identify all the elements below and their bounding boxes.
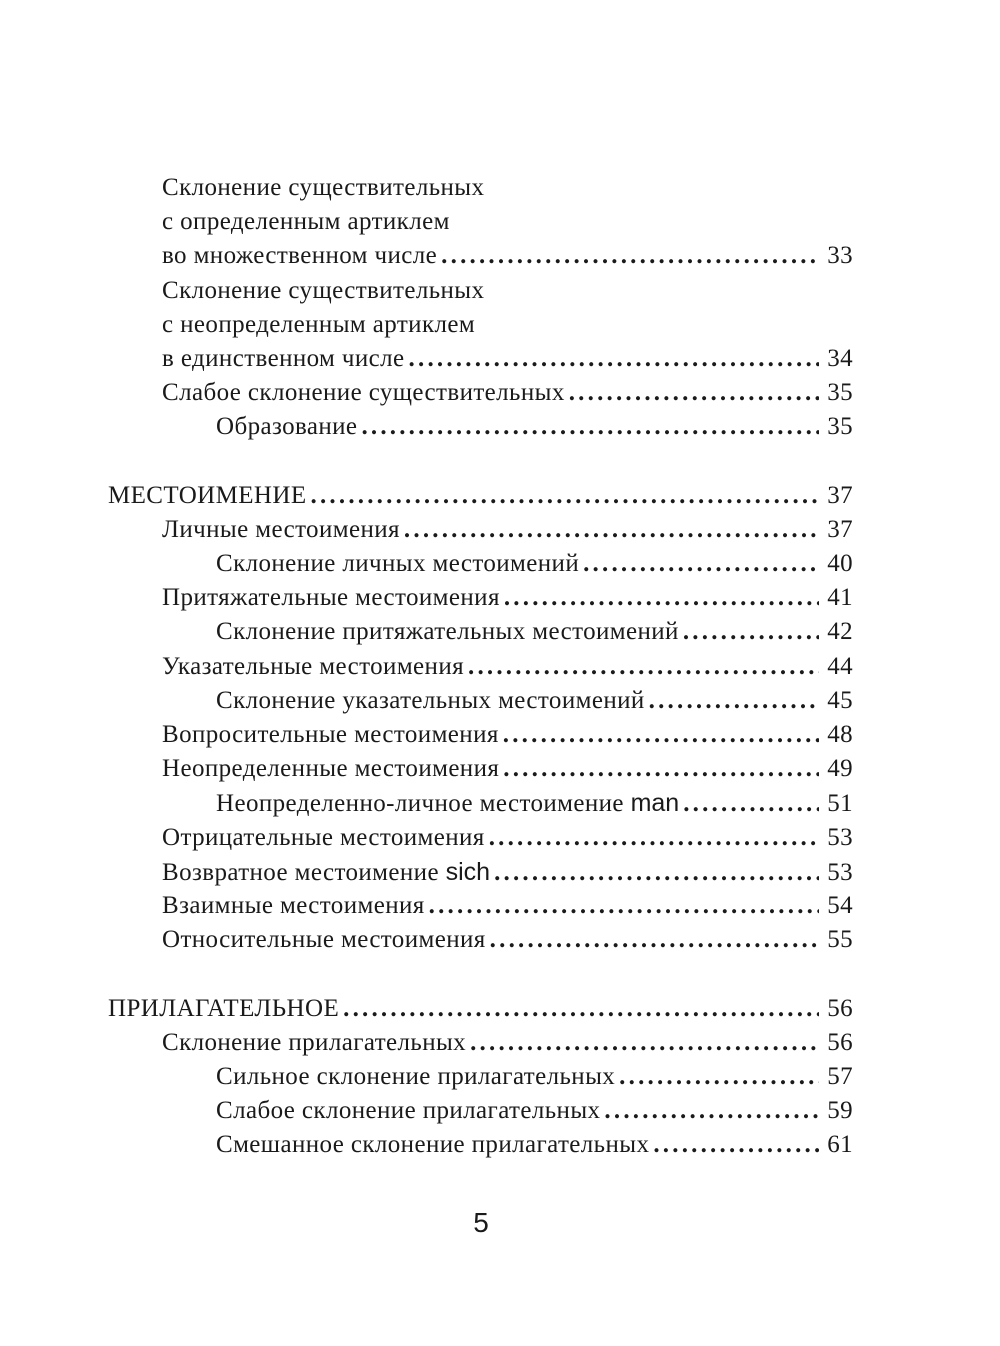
toc-entry-label: Личные местоимения: [162, 515, 400, 543]
toc-entry-german-word: man: [630, 789, 680, 818]
toc-entry[interactable]: [108, 615, 853, 649]
toc-leader-dots: [504, 581, 819, 615]
toc-leader-dots: [503, 718, 819, 752]
toc-entry-page: 40: [827, 550, 853, 578]
toc-leader-dots: [489, 821, 819, 855]
toc-entry-label: Слабое склонение прилагательных: [216, 1097, 601, 1125]
toc-leader-dots: [569, 376, 819, 410]
toc-entry-label: Склонение указательных местоимений: [216, 686, 645, 714]
toc-entry-page: 61: [827, 1131, 853, 1159]
section-spacer: [108, 957, 853, 991]
toc-section-pronoun[interactable]: [108, 479, 853, 513]
toc-entry-label: Сильное склонение прилагательных: [216, 1062, 616, 1090]
toc-entry-german-word: sich: [445, 857, 491, 886]
toc-entry-label-text: Возвратное местоимение: [162, 858, 439, 886]
toc-entry[interactable]: [108, 547, 853, 581]
toc-entry-label: Взаимные местоимения: [162, 891, 425, 919]
toc-leader-dots: [409, 342, 819, 376]
toc-entry[interactable]: [108, 752, 853, 786]
toc-entry-page: 56: [827, 1028, 853, 1056]
toc-leader-dots: [343, 992, 819, 1026]
toc-entry[interactable]: [108, 581, 853, 615]
toc-entry-label: Слабое склонение существительных: [162, 379, 565, 407]
toc-entry[interactable]: [108, 1060, 853, 1094]
toc-entry[interactable]: [108, 1094, 853, 1128]
toc-entry-page: 53: [827, 823, 853, 851]
toc-leader-dots: [653, 1128, 819, 1162]
toc-entry-label: в единственном числе: [162, 344, 405, 372]
toc-entry[interactable]: [108, 513, 853, 547]
page-number: 5: [473, 1207, 489, 1238]
toc-entry[interactable]: [108, 684, 853, 718]
toc-entry-page: 54: [827, 891, 853, 919]
toc-entry-label: Склонение притяжательных местоимений: [216, 618, 679, 646]
toc-entry-page: 53: [827, 858, 853, 886]
toc-entry[interactable]: [108, 786, 853, 820]
toc-entry[interactable]: [108, 410, 853, 444]
toc-entry-line: с неопределенным артиклем: [162, 310, 476, 338]
toc-entry-label: Смешанное склонение прилагательных: [216, 1131, 650, 1159]
toc-leader-dots: [490, 923, 819, 957]
toc-entry-label: Отрицательные местоимения: [162, 823, 485, 851]
toc-entry-page: 42: [827, 618, 853, 646]
toc-entry-label: Неопределенные местоимения: [162, 755, 500, 783]
toc-entry-label: [216, 786, 679, 821]
toc-entry[interactable]: [108, 821, 853, 855]
toc-entry-label: Образование: [216, 413, 358, 441]
toc-entry-page: 44: [827, 652, 853, 680]
toc-section-title: ПРИЛАГАТЕЛЬНОЕ: [108, 994, 340, 1022]
toc-entry[interactable]: [108, 1026, 853, 1060]
toc-entry-page: 49: [827, 755, 853, 783]
toc-section-title: МЕСТОИМЕНИЕ: [108, 481, 307, 509]
table-of-contents: [108, 171, 853, 1162]
toc-entry[interactable]: [108, 718, 853, 752]
toc-leader-dots: [404, 513, 819, 547]
toc-leader-dots: [604, 1094, 819, 1128]
toc-entry-line: с определенным артиклем: [162, 208, 450, 236]
toc-entry[interactable]: [108, 923, 853, 957]
toc-leader-dots: [503, 752, 819, 786]
toc-entry-page: 56: [827, 994, 853, 1022]
toc-entry-label: [162, 855, 490, 890]
toc-entry[interactable]: [108, 889, 853, 923]
toc-leader-dots: [470, 1026, 819, 1060]
toc-section-adjective[interactable]: [108, 992, 853, 1026]
toc-leader-dots: [429, 889, 819, 923]
toc-entry-label: Склонение прилагательных: [162, 1028, 467, 1056]
toc-entry-label: во множественном числе: [162, 242, 438, 270]
toc-entry-label: Вопросительные местоимения: [162, 721, 499, 748]
toc-entry-line: Склонение существительных: [162, 276, 485, 304]
toc-entry-page: 45: [827, 686, 853, 714]
toc-leader-dots: [619, 1060, 819, 1094]
toc-entry-page: 37: [827, 481, 853, 509]
toc-entry-page: 41: [827, 584, 853, 612]
toc-leader-dots: [361, 410, 819, 444]
section-spacer: [108, 445, 853, 479]
toc-leader-dots: [311, 479, 819, 513]
toc-entry-label: Относительные местоимения: [162, 926, 486, 954]
toc-entry-page: 55: [827, 926, 853, 954]
toc-entry-page: 57: [827, 1062, 853, 1090]
toc-leader-dots: [649, 684, 819, 718]
toc-entry-page: 51: [827, 790, 853, 818]
toc-leader-dots: [683, 787, 819, 821]
toc-entry-page: 48: [827, 721, 853, 748]
toc-entry[interactable]: [108, 342, 853, 376]
toc-leader-dots: [583, 547, 819, 581]
toc-leader-dots: [494, 856, 819, 890]
toc-entry-page: 34: [827, 344, 853, 372]
toc-entry-label: Указательные местоимения: [162, 652, 464, 680]
toc-entry-page: 37: [827, 515, 853, 543]
toc-entry[interactable]: [108, 376, 853, 410]
toc-leader-dots: [441, 239, 819, 273]
toc-entry-line: Склонение существительных: [162, 174, 485, 201]
toc-entry[interactable]: [108, 1128, 853, 1162]
toc-entry-label: Притяжательные местоимения: [162, 584, 500, 612]
toc-entry-page: 35: [827, 379, 853, 407]
toc-leader-dots: [683, 615, 819, 649]
toc-entry[interactable]: [108, 239, 853, 273]
toc-leader-dots: [468, 650, 819, 684]
toc-entry-label: Склонение личных местоимений: [216, 550, 580, 578]
toc-entry-page: 33: [827, 242, 853, 270]
toc-entry[interactable]: [108, 855, 853, 889]
toc-entry-page: 35: [827, 413, 853, 441]
toc-entry-page: 59: [827, 1097, 853, 1125]
toc-entry-label-text: Неопределенно-личное местоимение: [216, 790, 624, 818]
toc-entry[interactable]: [108, 650, 853, 684]
